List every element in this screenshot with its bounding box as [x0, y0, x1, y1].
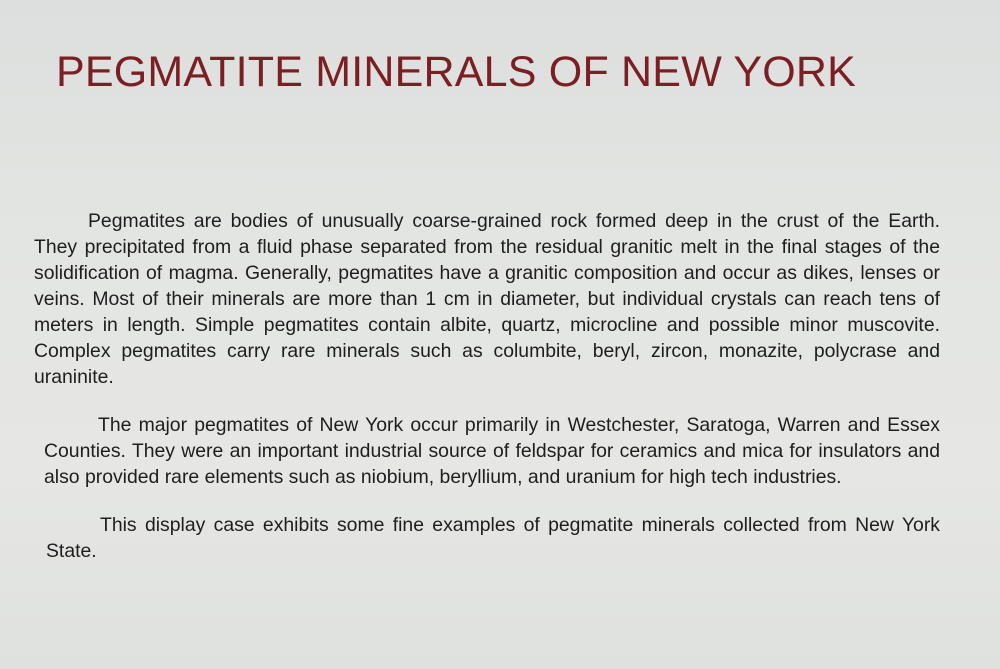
placard-title: PEGMATITE MINERALS OF NEW YORK: [56, 48, 857, 96]
paragraph-new-york-pegmatites: The major pegmatites of New York occur primarily in Westchester, Saratoga, Warren and Essex Counties. They were an important industrial source of feldspar for ceramics and mica for insulators and also provided rare elements such as niobium, beryllium, and uranium for high tech industries.: [44, 414, 940, 488]
paragraph-display-case: This display case exhibits some fine examples of pegmatite minerals collected from New York State.: [46, 514, 940, 562]
placard-body: [34, 208, 940, 586]
paragraph-pegmatite-definition: Pegmatites are bodies of unusually coarse-grained rock formed deep in the crust of the Earth. They precipitated from a fluid phase separated from the residual granitic melt in the final stages of the solidification of magma. Generally, pegmatites have a granitic composition and occur as dikes, lenses or veins. Most of their minerals are more than 1 cm in diameter, but individual crystals can reach tens of meters in length. Simple pegmatites contain albite, quartz, microcline and possible minor muscovite. Complex pegmatites carry rare minerals such as columbite, beryl, zircon, monazite, polycrase and uraninite.: [34, 210, 940, 388]
